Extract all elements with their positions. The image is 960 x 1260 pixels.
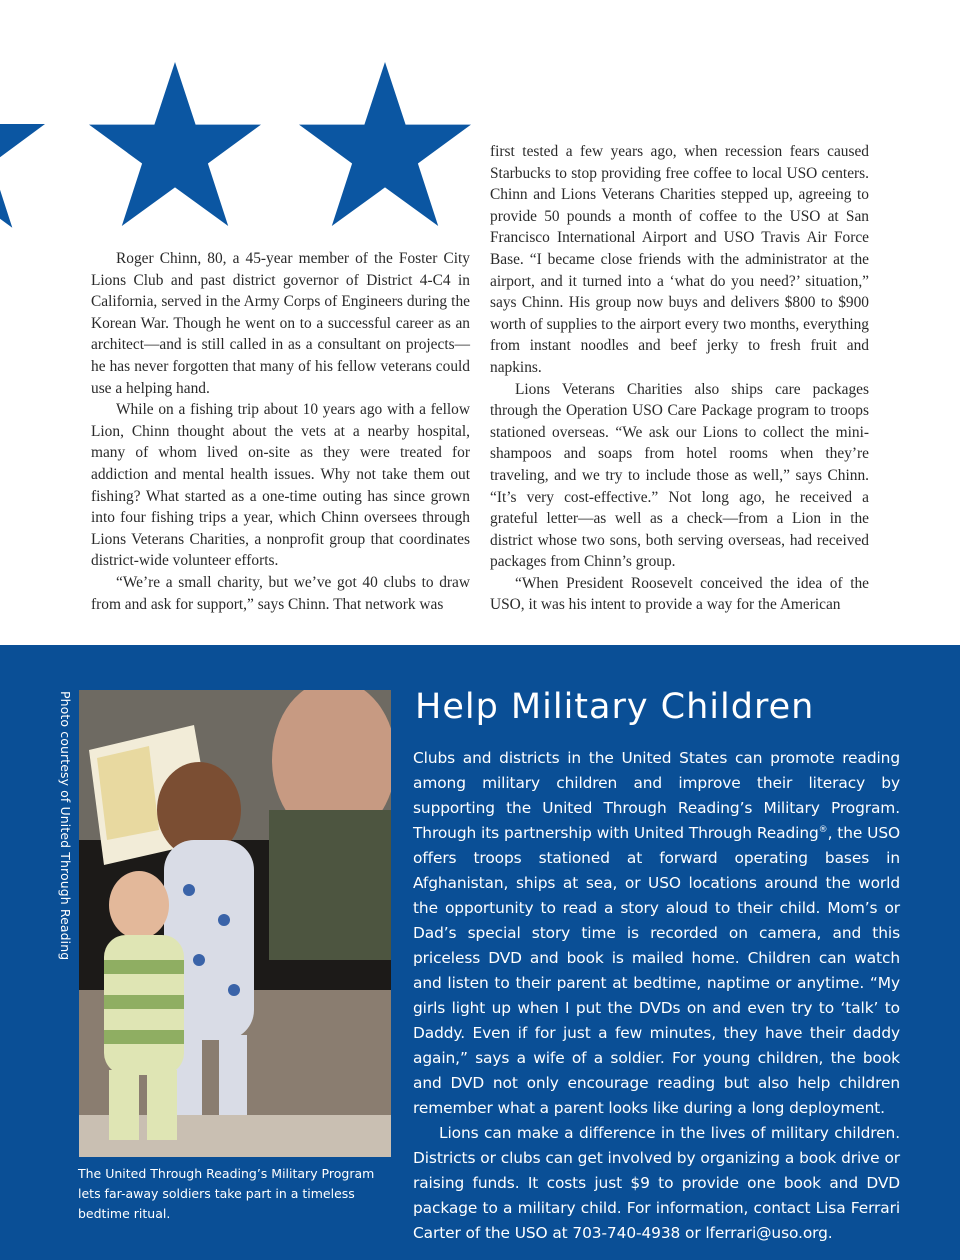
- article-right-column: [490, 141, 869, 616]
- sidebar-paragraph: [413, 746, 900, 1121]
- photo-credit: [58, 691, 75, 961]
- article-paragraph: “When President Roosevelt conceived the idea of the USO, it was his intent to provide a way for the American: [490, 574, 869, 614]
- photo-illustration: [79, 690, 391, 1157]
- article-paragraph: While on a fishing trip about 10 years ago with a fellow Lion, Chinn thought about the vets at a nearby hospital, many of whom lived on-site as they were treated for addiction and mental health issues. Why not take them out fishing? What started as a one-time outing has since grown into four fishing trips a year, which Chinn oversees through Lions Veterans Charities, a nonprofit group that coordinates district-wide volunteer efforts.: [91, 401, 470, 570]
- photo-caption: [78, 1164, 378, 1224]
- article-paragraph: Roger Chinn, 80, a 45-year member of the Foster City Lions Club and past district governor of District 4-C4 in California, served in the Army Corps of Engineers during the Korean War. Though he went on to a successful career as an architect—and is still called in as a consultant on projects—he has never forgotten that many of his fellow veterans could use a helping hand.: [91, 250, 470, 397]
- photo-credit-text: Photo courtesy of United Through Reading: [58, 691, 73, 961]
- registered-mark: ®: [818, 825, 828, 835]
- article-paragraph: first tested a few years ago, when recession fears caused Starbucks to stop providing free coffee to local USO centers. Chinn and Lions Veterans Charities stepped up, agreeing to provide 50 pounds a month of coffee to the USO at San Francisco International Airport and USO Travis Air Force Base. “I became close friends with the administrator at the airport, and it turned into a ‘what do you need?’ situation,” says Chinn. His group now buys and delivers $800 to $900 worth of supplies to the airport every two months, everything from instant noodles and beef jerky to fresh fruit and napkins.: [490, 143, 869, 376]
- star-icon: [299, 62, 471, 226]
- star-icon: [0, 60, 45, 228]
- sidebar-paragraph: Lions can make a difference in the lives of military children. Districts or clubs can get involved by organizing a book drive or raising funds. It costs just $9 to provide one book and DVD package to a military child. For information, contact Lisa Ferrari Carter of the USO at 703-740-4938 or lferrari@uso.org.: [413, 1124, 900, 1242]
- sidebar-paragraph-part: , the USO offers troops stationed at forward operating bases in Afghanistan, ships at sea, or USO locations around the world the opportunity to read a story aloud to their child. Mom’s or Dad’s special story time is recorded on camera, and this priceless DVD and book is mailed home. Children can watch and listen to their parent at bedtime, naptime or anytime. “My girls light up when I put the DVDs on and even try to ‘talk’ to Daddy. Even if for just a few minutes, they have their daddy again,” says a wife of a soldier. For young children, the book and DVD not only encourage reading but also help children remember what a parent looks like during a long deployment.: [413, 824, 900, 1117]
- sidebar-paragraph-part: Clubs and districts in the United States can promote reading among military children and improve their literacy by supporting the United Through Reading’s Military Program. Through its partnership with United Through Reading: [413, 749, 900, 842]
- article-paragraph: Lions Veterans Charities also ships care packages through the Operation USO Care Package program to troops stationed overseas. “We ask our Lions to collect the mini-shampoos and soaps from hotel rooms when they’re traveling, and we try to include those as well,” says Chinn. “It’s very cost-effective.” Not long ago, he received a grateful letter—as well as a check—from a Lion in the district whose two sons, both serving overseas, had received packages from Chinn’s group.: [490, 380, 869, 571]
- stars-decoration: [0, 55, 480, 235]
- star-icon: [89, 62, 261, 226]
- sidebar-body: [413, 746, 900, 1246]
- photo-caption-text: The United Through Reading’s Military Program lets far-away soldiers take part in a timeless bedtime ritual.: [78, 1166, 375, 1221]
- article-paragraph: “We’re a small charity, but we’ve got 40 clubs to draw from and ask for support,” says Chinn. That network was: [91, 573, 470, 613]
- sidebar-title: Help Military Children: [415, 687, 815, 727]
- article-left-column: [91, 248, 470, 615]
- sidebar-photo: [79, 690, 391, 1157]
